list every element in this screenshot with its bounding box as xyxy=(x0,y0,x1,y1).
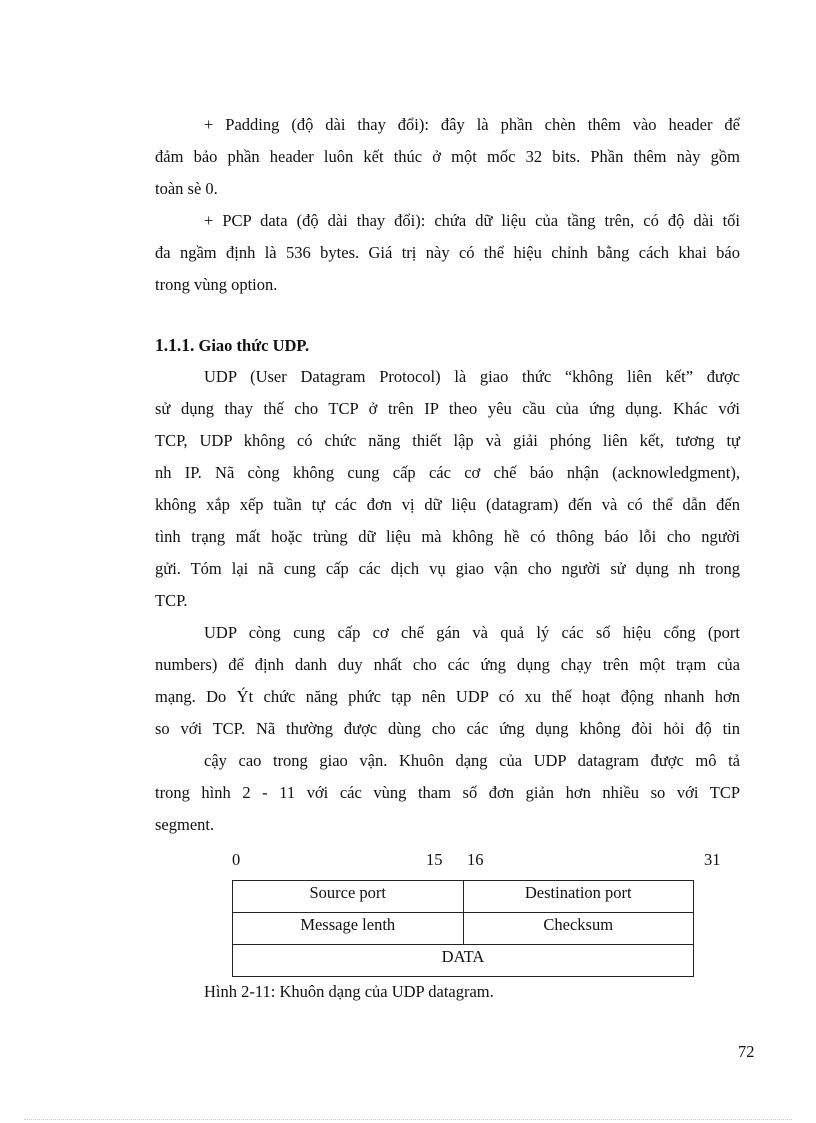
udp-intro-line-1: UDP (User Datagram Protocol) là giao thức “không liên kết” được xyxy=(204,367,740,386)
footer-divider xyxy=(24,1119,792,1120)
udp-ports-line-2: numbers) để định danh duy nhất cho các ứng dụng chạy trên một trạm của xyxy=(155,655,740,674)
udp-intro-line-2: sử dụng thay thế cho TCP ở trên IP theo yêu cầu của ứng dụng. Khác với xyxy=(155,399,740,418)
message-length-cell: Message lenth xyxy=(233,913,464,945)
udp-intro-line-4: nh IP. Nã còng không cung cấp các cơ chế báo nhận (acknowledgment), xyxy=(155,463,740,482)
udp-intro-line-6: tình trạng mất hoặc trùng dữ liệu mà không hề có thông báo lỗi cho người xyxy=(155,527,740,546)
section-title: Giao thức UDP. xyxy=(198,336,310,355)
udp-datagram-diagram xyxy=(232,880,694,977)
udp-intro-line-8: TCP. xyxy=(155,591,188,610)
page-number: 72 xyxy=(738,1042,755,1061)
udp-ports-line-5: cậy cao trong giao vận. Khuôn dạng của UDP datagram được mô tả xyxy=(204,751,740,770)
destination-port-cell: Destination port xyxy=(463,881,694,913)
udp-ports-line-1: UDP còng cung cấp cơ chế gán và quả lý các số hiệu cổng (port xyxy=(204,623,740,642)
section-number: 1.1.1. xyxy=(155,335,195,355)
udp-ports-line-6: trong hình 2 - 11 với các vùng tham số đơn giản hơn nhiều so với TCP xyxy=(155,783,740,802)
udp-ports-line-3: mạng. Do Ýt chức năng phức tạp nên UDP có xu thế hoạt động nhanh hơn xyxy=(155,687,740,706)
udp-intro-line-5: không xắp xếp tuần tự các đơn vị dữ liệu (datagram) đến và có thể dẫn đến xyxy=(155,495,740,514)
pcp-line-2: đa ngầm định là 536 bytes. Giá trị này có thể hiệu chỉnh bằng cách khai báo xyxy=(155,243,740,262)
udp-intro-line-3: TCP, UDP không có chức năng thiết lập và giải phóng liên kết, tương tự xyxy=(155,431,740,450)
padding-line-2: đảm bảo phần header luôn kết thúc ở một mốc 32 bits. Phần thêm này gồm xyxy=(155,147,740,166)
udp-row-data xyxy=(233,945,694,977)
source-port-cell: Source port xyxy=(233,881,464,913)
bit-label-15: 15 xyxy=(426,850,443,869)
udp-ports-line-7: segment. xyxy=(155,815,215,834)
udp-ports-line-4: so với TCP. Nã thường được dùng cho các ứng dụng không đòi hỏi độ tin xyxy=(155,719,740,738)
padding-line-1: + Padding (độ dài thay đổi): đây là phần chèn thêm vào header để xyxy=(204,115,740,134)
bit-label-0: 0 xyxy=(232,850,241,869)
data-cell: DATA xyxy=(233,945,694,977)
pcp-line-3: trong vùng option. xyxy=(155,275,278,294)
udp-row-length-checksum xyxy=(233,913,694,945)
udp-intro-line-7: gửi. Tóm lại nã cung cấp các dịch vụ giao vận cho người sử dụng nh trong xyxy=(155,559,740,578)
udp-row-ports xyxy=(233,881,694,913)
bit-label-16: 16 xyxy=(467,850,484,869)
bit-label-31: 31 xyxy=(704,850,721,869)
checksum-cell: Checksum xyxy=(463,913,694,945)
pcp-line-1: + PCP data (độ dài thay đổi): chứa dữ liệu của tầng trên, có độ dài tối xyxy=(204,211,740,230)
figure-caption: Hình 2-11: Khuôn dạng của UDP datagram. xyxy=(204,982,494,1001)
padding-line-3: toàn sè 0. xyxy=(155,179,218,198)
section-heading xyxy=(155,335,309,356)
